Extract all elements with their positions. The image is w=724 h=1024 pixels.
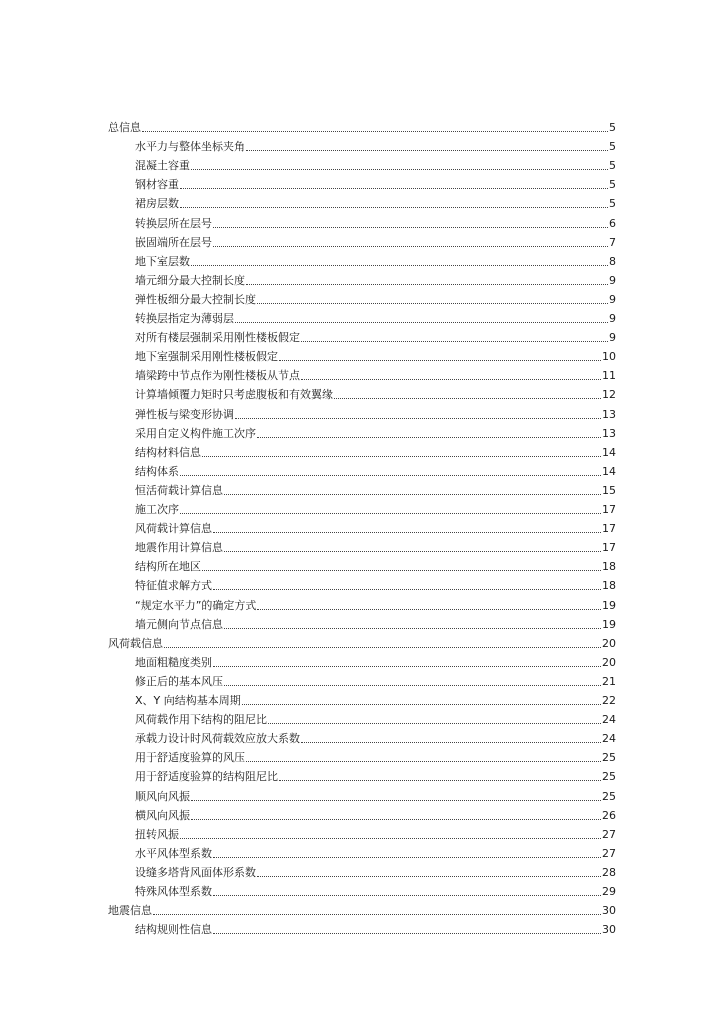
toc-entry[interactable] — [135, 268, 616, 287]
toc-leader-dots — [301, 732, 601, 743]
toc-entry-title: 混凝土容重 — [135, 159, 190, 173]
toc-entry[interactable] — [135, 478, 616, 497]
toc-entry-page-number: 14 — [602, 464, 616, 478]
toc-leader-dots — [180, 503, 601, 514]
toc-entry-page-number: 21 — [602, 674, 616, 688]
toc-entry-page-number: 27 — [602, 827, 616, 841]
toc-entry-page-number: 5 — [609, 121, 616, 134]
toc-entry[interactable] — [135, 344, 616, 363]
toc-entry[interactable] — [135, 363, 616, 382]
toc-leader-dots — [202, 560, 601, 571]
toc-entry[interactable] — [108, 115, 616, 134]
toc-leader-dots — [164, 637, 601, 648]
toc-entry-title: 墙元细分最大控制长度 — [135, 273, 245, 287]
toc-entry[interactable] — [108, 898, 616, 917]
toc-leader-dots — [224, 541, 601, 552]
toc-entry-title: 扭转风振 — [135, 827, 179, 841]
toc-entry-page-number: 20 — [602, 636, 616, 650]
toc-entry-page-number: 25 — [602, 751, 616, 765]
toc-entry-title: 用于舒适度验算的结构阻尼比 — [135, 770, 278, 784]
toc-entry-title: 地震信息 — [108, 904, 152, 918]
toc-entry[interactable] — [135, 650, 616, 669]
toc-entry[interactable] — [135, 211, 616, 230]
toc-entry-title: 水平风体型系数 — [135, 846, 212, 860]
toc-leader-dots — [191, 159, 608, 170]
toc-entry-page-number: 17 — [602, 541, 616, 555]
toc-entry[interactable] — [135, 726, 616, 745]
toc-leader-dots — [213, 522, 601, 533]
toc-leader-dots — [202, 446, 601, 457]
toc-leader-dots — [180, 828, 601, 839]
toc-leader-dots — [213, 923, 601, 934]
toc-leader-dots — [301, 369, 601, 380]
toc-entry-page-number: 28 — [602, 865, 616, 879]
toc-entry-title: 裙房层数 — [135, 197, 179, 211]
toc-entry-page-number: 14 — [602, 445, 616, 459]
toc-entry-title: 总信息 — [108, 121, 141, 134]
toc-leader-dots — [279, 350, 601, 361]
toc-entry-page-number: 20 — [602, 655, 616, 669]
toc-entry[interactable] — [135, 803, 616, 822]
toc-entry-title: 嵌固端所在层号 — [135, 235, 212, 249]
toc-entry-title: 结构规则性信息 — [135, 923, 212, 937]
toc-entry[interactable] — [135, 688, 616, 707]
toc-leader-dots — [246, 751, 601, 762]
toc-entry-title: 特征值求解方式 — [135, 579, 212, 593]
toc-entry-page-number: 11 — [602, 369, 616, 383]
toc-leader-dots — [213, 579, 601, 590]
toc-entry-page-number: 29 — [602, 885, 616, 898]
toc-entry-page-number: 12 — [602, 388, 616, 402]
toc-entry-title: 风荷载作用下结构的阻尼比 — [135, 713, 267, 727]
toc-leader-dots — [213, 885, 601, 896]
toc-leader-dots — [279, 770, 601, 781]
toc-entry-page-number: 17 — [602, 503, 616, 516]
toc-entry[interactable] — [135, 535, 616, 554]
toc-entry-title: 修正后的基本风压 — [135, 674, 223, 688]
toc-entry-title: 墙梁跨中节点作为刚性楼板从节点 — [135, 369, 300, 383]
toc-entry-page-number: 26 — [602, 808, 616, 822]
toc-entry-title: 转换层指定为薄弱层 — [135, 312, 234, 325]
toc-leader-dots — [180, 197, 608, 208]
toc-entry-title: 钢材容重 — [135, 178, 179, 192]
toc-entry-page-number: 27 — [602, 846, 616, 860]
toc-entry[interactable] — [135, 879, 616, 898]
toc-entry[interactable] — [135, 382, 616, 401]
toc-entry-title: “规定水平力”的确定方式 — [135, 598, 257, 612]
toc-leader-dots — [191, 255, 608, 266]
toc-entry-page-number: 30 — [602, 904, 616, 918]
toc-entry-title: 地下室强制采用刚性楼板假定 — [135, 350, 278, 364]
toc-leader-dots — [334, 388, 601, 399]
toc-entry[interactable] — [108, 631, 616, 650]
toc-entry[interactable] — [135, 172, 616, 191]
toc-entry[interactable] — [135, 612, 616, 631]
toc-entry-page-number: 13 — [602, 407, 616, 421]
toc-entry[interactable] — [135, 860, 616, 879]
toc-leader-dots — [224, 484, 601, 495]
toc-entry[interactable] — [135, 325, 616, 344]
toc-entry-title: 地下室层数 — [135, 254, 190, 268]
toc-leader-dots — [242, 694, 601, 705]
toc-leader-dots — [246, 140, 608, 151]
toc-entry[interactable] — [135, 497, 616, 516]
toc-entry[interactable] — [135, 230, 616, 249]
toc-entry-title: 顺风向风振 — [135, 789, 190, 803]
toc-entry-title: 设缝多塔背风面体形系数 — [135, 865, 256, 879]
toc-entry-page-number: 8 — [609, 254, 616, 268]
toc-entry[interactable] — [135, 287, 616, 306]
toc-entry[interactable] — [135, 841, 616, 860]
toc-leader-dots — [235, 408, 601, 419]
toc-entry-page-number: 9 — [609, 331, 616, 345]
toc-entry-title: 地面粗糙度类别 — [135, 655, 212, 669]
toc-entry-title: 墙元侧向节点信息 — [135, 617, 223, 631]
toc-entry[interactable] — [135, 191, 616, 210]
toc-entry[interactable] — [135, 784, 616, 803]
toc-entry-page-number: 13 — [602, 426, 616, 440]
toc-entry[interactable] — [135, 402, 616, 421]
toc-entry-page-number: 5 — [609, 197, 616, 211]
toc-entry[interactable] — [135, 822, 616, 841]
toc-entry[interactable] — [135, 764, 616, 783]
toc-entry-title: 横风向风振 — [135, 808, 190, 822]
toc-leader-dots — [224, 618, 601, 629]
toc-entry-title: 施工次序 — [135, 503, 179, 516]
toc-entry[interactable] — [135, 554, 616, 573]
toc-entry[interactable] — [135, 707, 616, 726]
toc-entry-page-number: 5 — [609, 140, 616, 154]
toc-entry-page-number: 24 — [602, 713, 616, 727]
toc-leader-dots — [213, 656, 601, 667]
toc-entry-page-number: 10 — [602, 350, 616, 364]
toc-entry-title: 地震作用计算信息 — [135, 541, 223, 555]
toc-entry-page-number: 18 — [602, 560, 616, 574]
toc-leader-dots — [301, 331, 608, 342]
toc-leader-dots — [224, 675, 601, 686]
toc-entry[interactable] — [135, 440, 616, 459]
toc-entry-title: 计算墙倾覆力矩时只考虑腹板和有效翼缘 — [135, 388, 333, 402]
toc-leader-dots — [257, 866, 601, 877]
toc-entry-title: 结构体系 — [135, 464, 179, 478]
toc-entry-title: 弹性板与梁变形协调 — [135, 407, 234, 421]
toc-leader-dots — [213, 217, 608, 228]
toc-entry-page-number: 25 — [602, 789, 616, 803]
toc-leader-dots — [268, 713, 601, 724]
toc-entry-title: 对所有楼层强制采用刚性楼板假定 — [135, 331, 300, 345]
toc-entry-title: 结构材料信息 — [135, 445, 201, 459]
toc-leader-dots — [257, 427, 601, 438]
toc-entry-page-number: 15 — [602, 483, 616, 497]
toc-entry[interactable] — [135, 745, 616, 764]
toc-entry-page-number: 30 — [602, 923, 616, 937]
toc-leader-dots — [180, 465, 601, 476]
toc-entry-page-number: 9 — [609, 273, 616, 287]
toc-entry-title: 采用自定义构件施工次序 — [135, 426, 256, 440]
toc-entry-page-number: 25 — [602, 770, 616, 784]
toc-entry[interactable] — [135, 153, 616, 172]
toc-entry[interactable] — [135, 669, 616, 688]
toc-entry[interactable] — [135, 249, 616, 268]
toc-entry[interactable] — [135, 516, 616, 535]
toc-entry-page-number: 22 — [602, 694, 616, 707]
toc-leader-dots — [235, 312, 608, 323]
toc-entry[interactable] — [135, 306, 616, 325]
toc-entry-title: 用于舒适度验算的风压 — [135, 751, 245, 765]
toc-entry-page-number: 19 — [602, 617, 616, 631]
toc-entry-page-number: 9 — [609, 312, 616, 325]
toc-leader-dots — [191, 809, 601, 820]
toc-entry-title: 水平力与整体坐标夹角 — [135, 140, 245, 154]
toc-entry-title: 风荷载信息 — [108, 636, 163, 650]
toc-entry-title: 转换层所在层号 — [135, 216, 212, 230]
toc-entry-title: 弹性板细分最大控制长度 — [135, 292, 256, 306]
toc-leader-dots — [153, 904, 601, 915]
toc-entry-page-number: 7 — [609, 235, 616, 249]
toc-entry-title: 结构所在地区 — [135, 560, 201, 574]
toc-entry[interactable] — [135, 459, 616, 478]
toc-entry-title: 恒活荷载计算信息 — [135, 483, 223, 497]
toc-entry-page-number: 9 — [609, 292, 616, 306]
toc-leader-dots — [191, 790, 601, 801]
toc-entry-page-number: 17 — [602, 522, 616, 536]
toc-entry-page-number: 6 — [609, 216, 616, 230]
toc-entry-page-number: 24 — [602, 732, 616, 746]
toc-leader-dots — [213, 236, 608, 247]
toc-entry-title: 特殊风体型系数 — [135, 885, 212, 898]
toc-leader-dots — [213, 847, 601, 858]
toc-entry-title: 风荷载计算信息 — [135, 522, 212, 536]
toc-leader-dots — [257, 293, 608, 304]
toc-leader-dots — [246, 274, 608, 285]
toc-entry-page-number: 5 — [609, 159, 616, 173]
toc-entry[interactable] — [135, 917, 616, 936]
toc-leader-dots — [142, 121, 608, 132]
toc-entry-page-number: 5 — [609, 178, 616, 192]
toc-entry-title: X、Y 向结构基本周期 — [135, 694, 241, 707]
toc-leader-dots — [257, 599, 601, 610]
toc-entry-page-number: 18 — [602, 579, 616, 593]
toc-entry-page-number: 19 — [602, 598, 616, 612]
toc-entry-title: 承载力设计时风荷载效应放大系数 — [135, 732, 300, 746]
toc-entry[interactable] — [135, 134, 616, 153]
toc-leader-dots — [180, 178, 608, 189]
toc-entry[interactable] — [135, 421, 616, 440]
toc-entry[interactable] — [135, 573, 616, 592]
toc-entry[interactable] — [135, 593, 616, 612]
